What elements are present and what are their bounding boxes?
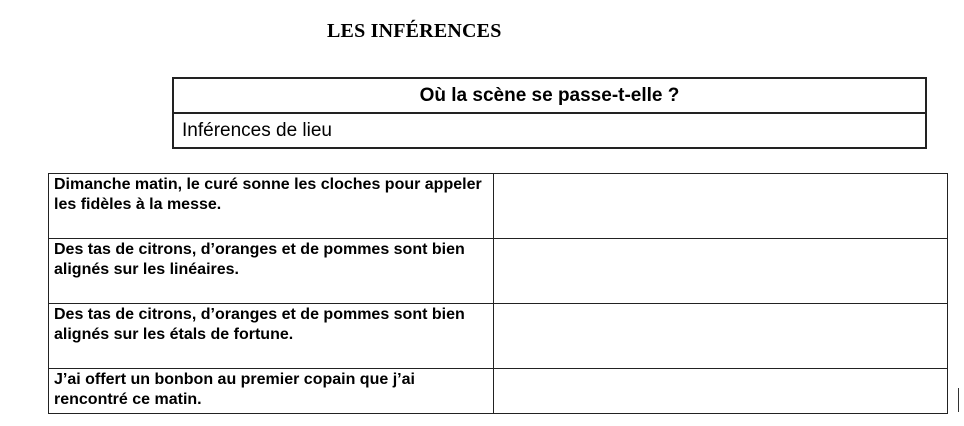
edge-line-mark: [958, 388, 959, 412]
sentence-cell: J’ai offert un bonbon au premier copain que j’ai rencontré ce matin.: [49, 369, 494, 414]
table-row: [49, 369, 948, 414]
subtitle-row: [173, 113, 926, 148]
sentence-cell: Dimanche matin, le curé sonne les cloches pour appeler les fidèles à la messe.: [49, 174, 494, 239]
answer-cell[interactable]: [494, 369, 948, 414]
table-row: [49, 239, 948, 304]
inference-table: [48, 173, 948, 414]
answer-cell[interactable]: [494, 174, 948, 239]
table-row: [49, 304, 948, 369]
question-cell: Où la scène se passe-t-elle ?: [173, 78, 926, 113]
question-row: [173, 78, 926, 113]
answer-cell[interactable]: [494, 239, 948, 304]
table-row: [49, 174, 948, 239]
answer-cell[interactable]: [494, 304, 948, 369]
page-title: LES INFÉRENCES: [327, 20, 502, 42]
question-header-table: [172, 77, 927, 149]
sentence-cell: Des tas de citrons, d’oranges et de pommes sont bien alignés sur les linéaires.: [49, 239, 494, 304]
sentence-cell: Des tas de citrons, d’oranges et de pommes sont bien alignés sur les étals de fortune.: [49, 304, 494, 369]
subtitle-cell: Inférences de lieu: [173, 113, 926, 148]
